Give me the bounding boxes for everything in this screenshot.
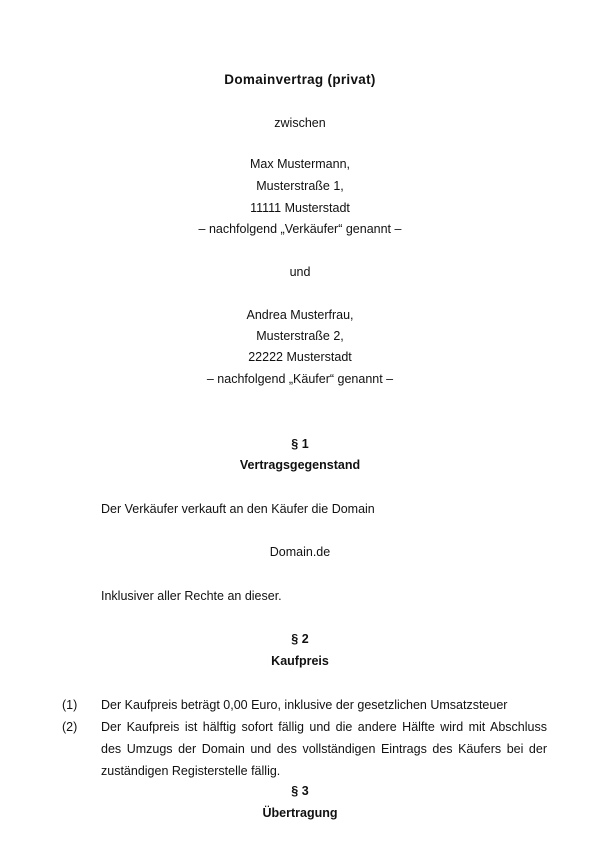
seller-name: Max Mustermann, — [249, 157, 351, 171]
item-line: des Umzugs der Domain und des vollständigen Eintrags des Käufers bei der — [101, 742, 547, 756]
item-line: Der Kaufpreis beträgt 0,00 Euro, inklusive der gesetzlichen Umsatzsteuer — [101, 698, 508, 712]
buyer-name: Andrea Musterfrau, — [246, 308, 354, 322]
domain-name: Domain.de — [269, 545, 331, 559]
section-2-number: § 2 — [291, 632, 309, 646]
item-number: (1) — [62, 698, 78, 712]
item-line: Der Kaufpreis ist hälftig sofort fällig und die andere Hälfte wird mit Abschluss — [101, 720, 547, 734]
and-label: und — [289, 265, 311, 279]
seller-role: – nachfolgend „Verkäufer“ genannt – — [198, 222, 402, 236]
section-1-text: Der Verkäufer verkauft an den Käufer die Domain — [101, 502, 375, 516]
buyer-street: Musterstraße 2, — [256, 329, 344, 343]
section-1-heading: Vertragsgegenstand — [239, 458, 361, 472]
buyer-city: 22222 Musterstadt — [248, 350, 352, 364]
document-title: Domainvertrag (privat) — [224, 72, 376, 87]
item-number: (2) — [62, 720, 78, 734]
section-2-heading: Kaufpreis — [271, 654, 329, 668]
list-item — [101, 694, 547, 716]
item-line: zuständigen Registerstelle fällig. — [101, 764, 281, 778]
section-1-rights: Inklusiver aller Rechte an dieser. — [101, 589, 282, 603]
list-item — [101, 716, 547, 782]
section-1-number: § 1 — [291, 437, 309, 451]
buyer-role: – nachfolgend „Käufer“ genannt – — [206, 372, 394, 386]
seller-city: 11111 Musterstadt — [250, 201, 350, 215]
section-3-heading: Übertragung — [262, 806, 338, 820]
section-3-number: § 3 — [291, 784, 309, 798]
between-label: zwischen — [274, 116, 326, 130]
seller-street: Musterstraße 1, — [256, 179, 344, 193]
